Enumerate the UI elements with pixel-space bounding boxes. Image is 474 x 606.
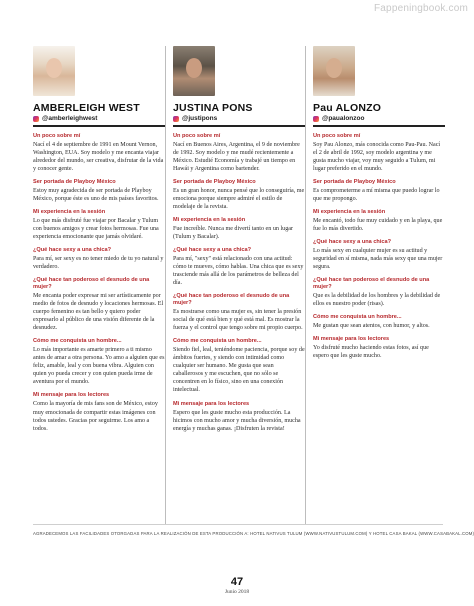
profile-name: Pau ALONZO bbox=[313, 102, 382, 114]
question-heading: Mi mensaje para los lectores bbox=[33, 392, 110, 399]
answer-text: Lo que más disfruté fue viajar por Bacalar y Tulum con buenos amigos y crear fotos hermosas. Fue una experiencia emocionante que jamás olvidaré. bbox=[33, 217, 159, 240]
footer-rule bbox=[33, 524, 443, 525]
answer-text: Soy Pau Alonzo, más conocida como Pau-Pau. Nací el 2 de abril de 1992, soy modelo argentina y me gusta mucho viajar, voy muy seguido a Tulum, mi lugar preferido en el mundo. bbox=[313, 141, 441, 172]
answer-text: Lo más sexy en cualquier mujer es su actitud y seguridad en sí misma, nada más sexy que una mujer segura. bbox=[313, 247, 443, 270]
question-heading: Ser portada de Playboy México bbox=[33, 178, 116, 185]
answer-text: Fue increíble. Nunca me divertí tanto en un lugar (Tulum y Bacalar). bbox=[173, 225, 293, 240]
answer-text: Es un gran honor, nunca pensé que lo conseguiría, me emociona porque siempre admiré el estilo de modelaje de la revista. bbox=[173, 187, 305, 210]
column-divider bbox=[165, 46, 166, 524]
profile-column-2 bbox=[173, 40, 305, 433]
portrait-photo bbox=[173, 46, 215, 96]
question-heading: Cómo me conquista un hombre... bbox=[173, 338, 262, 345]
name-rule bbox=[173, 125, 305, 127]
instagram-handle[interactable] bbox=[33, 115, 165, 122]
instagram-handle[interactable] bbox=[313, 115, 445, 122]
watermark: Fappeningbook.com bbox=[373, 3, 468, 14]
question-heading: Mi mensaje para los lectores bbox=[173, 400, 250, 407]
page-number: 47 bbox=[230, 576, 244, 588]
question-heading: Cómo me conquista un hombre... bbox=[313, 314, 402, 321]
question-heading: ¿Qué hace tan poderoso el desnudo de una mujer? bbox=[173, 293, 290, 307]
profile-name: JUSTINA PONS bbox=[173, 102, 253, 114]
answer-text: Nací en Buenos Aires, Argentina, el 9 de noviembre de 1992. Soy modelo y me mudé recientemente a México. Estudié Economía y trabajé un tiempo en Hawái y Argentina como bartender. bbox=[173, 141, 300, 172]
issue-date: Junio 2018 bbox=[224, 589, 250, 595]
question-heading: Mi experiencia en la sesión bbox=[33, 208, 106, 215]
answer-text: Lo más importante es amarte primero a ti mismo antes de amar a otra persona. Yo amo a alguien que es feliz, amable, leal y con buena vibra. Alguien con quien yo pueda crecer y con quien pueda irme de aventura por el mundo. bbox=[33, 347, 165, 386]
answer-text: Como la mayoría de mis fans son de México, estoy muy emocionada de compartir estas imágenes con todos ustedes. Gracias por seguirme. Los amo a todos. bbox=[33, 401, 158, 432]
answer-text: Es comprometerme a mí misma que puedo lograr lo que me propongo. bbox=[313, 187, 440, 202]
answer-text: Me encantó, todo fue muy cuidado y en la playa, que fue lo más divertido. bbox=[313, 217, 443, 232]
answer-text: Me gustan que sean atentos, con humor, y altos. bbox=[313, 323, 430, 330]
column-divider bbox=[305, 46, 306, 524]
answer-text: Yo disfruté mucho haciendo estas fotos, así que espero que les guste mucho. bbox=[313, 345, 429, 360]
instagram-icon bbox=[313, 116, 319, 122]
portrait-photo bbox=[33, 46, 75, 96]
profile-name: AMBERLEIGH WEST bbox=[33, 102, 140, 114]
answer-text: Es mostrarse como una mujer es, sin tener la presión social de qué está bien y qué está mal. Es mostrar la fuerza y el control que tengo sobre mi propio cuerpo. bbox=[173, 309, 303, 332]
answer-text: Estoy muy agradecida de ser portada de Playboy México, porque éste es uno de mis países favoritos. bbox=[33, 187, 159, 202]
face-shape bbox=[186, 58, 202, 78]
answer-text: Siendo fiel, leal, teniéndome paciencia, porque soy de ámbitos fuertes, y siendo con intimidad como cualquier ser humano. Me gusta que sean caballerosos y me escuchen, que no sólo se concentren en lo físico, sino en una conexión intelectual. bbox=[173, 347, 305, 394]
handle-text: @justipons bbox=[182, 115, 218, 122]
question-heading: ¿Qué hace sexy a una chica? bbox=[173, 246, 252, 253]
profile-column-3 bbox=[313, 40, 445, 360]
handle-text: @amberleighwest bbox=[42, 115, 98, 122]
answer-text: Me encanta poder expresar mi ser artísticamente por medio de fotos de desnudo y locaciones hermosas. El cuerpo femenino es tan bello y quiero poder expresarlo al público de una visión diferente de la desnudez. bbox=[33, 293, 164, 332]
question-heading: Un poco sobre mí bbox=[313, 132, 361, 139]
question-heading: ¿Qué hace tan poderoso el desnudo de una mujer? bbox=[33, 277, 150, 291]
answer-text: Para mí, "sexy" está relacionado con una actitud: cómo te mueves, cómo hablas. Una chica que es sexy trasciende más allá de los parámetros de belleza del día. bbox=[173, 255, 304, 287]
question-heading: Mi experiencia en la sesión bbox=[313, 208, 386, 215]
answer-text: Espero que les guste mucho esta producción. La hicimos con mucho amor y mucha diversión, mucha energía y muchas ganas. ¡Disfruten la revista! bbox=[173, 409, 301, 432]
question-heading: Mi mensaje para los lectores bbox=[313, 336, 390, 343]
question-heading: Un poco sobre mí bbox=[33, 132, 81, 139]
production-credits: AGRADECEMOS LAS FACILIDADES OTORGADAS PARA LA REALIZACIÓN DE ESTA PRODUCCIÓN A: HOTEL NATIVUS TULUM (WWW.NATIVUSTULUM.COM) Y HOTEL CASA BAKAL (WWW.CASABAKAL.COM) bbox=[33, 531, 474, 536]
question-heading: Un poco sobre mí bbox=[173, 132, 221, 139]
answer-text: Nací el 4 de septiembre de 1991 en Mount Vernon, Washington, EUA. Soy modelo y me encanta viajar alrededor del mundo, ser creativa, disfrutar de la vida y conocer gente. bbox=[33, 141, 164, 172]
instagram-icon bbox=[173, 116, 179, 122]
instagram-icon bbox=[33, 116, 39, 122]
question-heading: ¿Qué hace sexy a una chica? bbox=[313, 238, 392, 245]
profile-column-1 bbox=[33, 40, 165, 433]
portrait-photo bbox=[313, 46, 355, 96]
face-shape bbox=[46, 58, 62, 78]
name-rule bbox=[33, 125, 165, 127]
instagram-handle[interactable] bbox=[173, 115, 305, 122]
name-rule bbox=[313, 125, 445, 127]
question-heading: ¿Qué hace tan poderoso el desnudo de una mujer? bbox=[313, 277, 430, 291]
question-heading: Ser portada de Playboy México bbox=[173, 178, 256, 185]
answer-text: Para mí, ser sexy es no tener miedo de tu yo natural y verdadero. bbox=[33, 255, 164, 270]
question-heading: ¿Qué hace sexy a una chica? bbox=[33, 246, 112, 253]
question-heading: Mi experiencia en la sesión bbox=[173, 216, 246, 223]
face-shape bbox=[326, 58, 342, 78]
answer-text: Que es la debilidad de los hombres y la debilidad de ellos es nuestro poder (risas). bbox=[313, 293, 441, 308]
question-heading: Ser portada de Playboy México bbox=[313, 178, 396, 185]
question-heading: Cómo me conquista un hombre... bbox=[33, 338, 122, 345]
handle-text: @paualonzoo bbox=[322, 115, 365, 122]
